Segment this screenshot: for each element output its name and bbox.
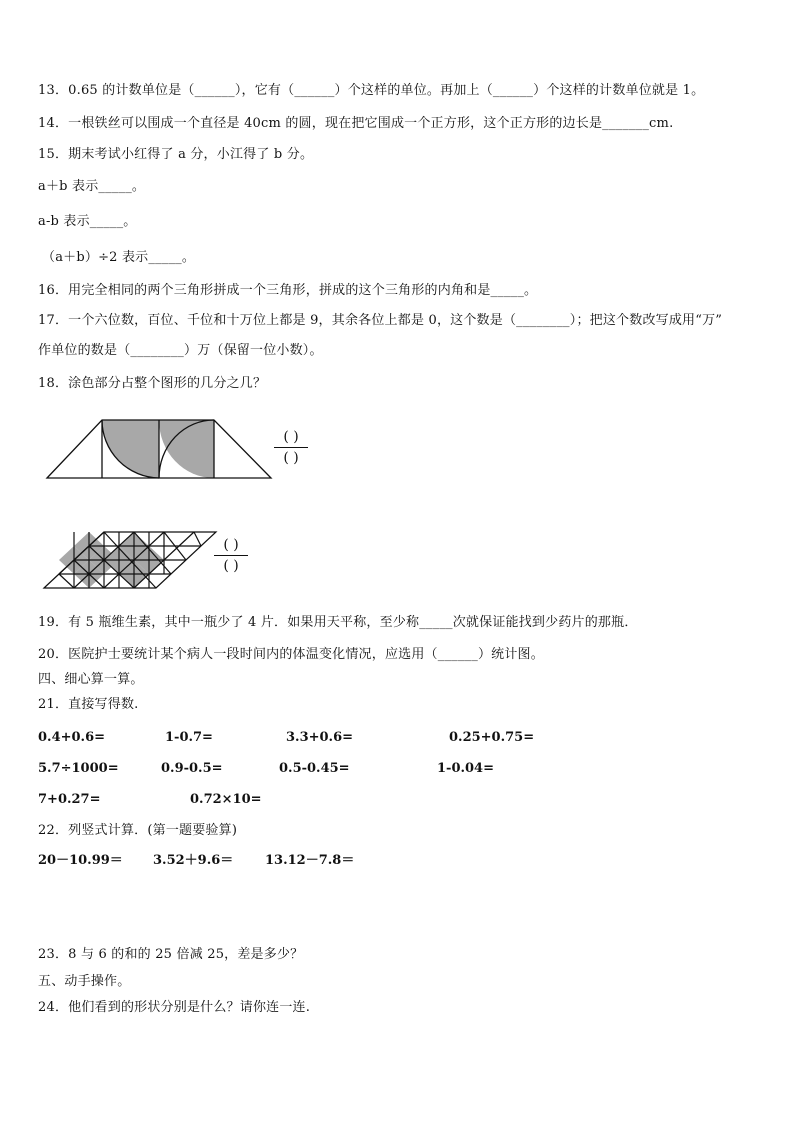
- question-18: 18．涂色部分占整个图形的几分之几？: [38, 376, 267, 391]
- question-17-line1: 17．一个六位数，百位、千位和十万位上都是 9，其余各位上都是 0，这个数是（________）；把这个数改写成用“万”: [38, 313, 723, 328]
- question-14: 14．一根铁丝可以围成一个直径是 40cm 的圆，现在把它围成一个正方形，这个正方形的边长是_______cm.: [38, 116, 674, 131]
- calc-item: 3.3+0.6=: [286, 730, 354, 745]
- vertical-calc-item: 3.52＋9.6＝: [153, 853, 234, 868]
- question-15: 15．期末考试小红得了 a 分，小江得了 b 分。: [38, 147, 314, 162]
- question-13: 13．0.65 的计数单位是（______），它有（______）个这样的单位。再加上（______）个这样的计数单位就是 1。: [38, 83, 705, 98]
- calc-item: 0.5-0.45=: [279, 761, 350, 776]
- vertical-calc-item: 13.12－7.8＝: [265, 853, 355, 868]
- parallelogram-figure: [40, 528, 220, 592]
- vertical-calc-item: 20－10.99＝: [38, 853, 123, 868]
- calc-item: 0.9-0.5=: [161, 761, 223, 776]
- denominator-blank: ( ): [223, 558, 239, 574]
- calc-item: 0.25+0.75=: [449, 730, 535, 745]
- calc-item: 7+0.27=: [38, 792, 101, 807]
- calc-item: 5.7÷1000=: [38, 761, 119, 776]
- calc-item: 0.72×10=: [190, 792, 262, 807]
- question-16: 16．用完全相同的两个三角形拼成一个三角形，拼成的这个三角形的内角和是_____。: [38, 283, 538, 298]
- question-15-part-a: a＋b 表示_____。: [38, 179, 146, 194]
- calc-item: 1-0.04=: [437, 761, 494, 776]
- section-4-heading: 四、细心算一算。: [38, 672, 144, 687]
- numerator-blank: ( ): [283, 429, 299, 445]
- shaded-region-right: [159, 420, 214, 478]
- numerator-blank: ( ): [223, 537, 239, 553]
- calc-item: 1-0.7=: [165, 730, 213, 745]
- trapezoid-figure: [44, 418, 274, 482]
- denominator-blank: ( ): [283, 450, 299, 466]
- question-24: 24．他们看到的形状分别是什么？请你连一连.: [38, 1000, 311, 1015]
- section-5-heading: 五、动手操作。: [38, 974, 131, 989]
- question-22: 22．列竖式计算．(第一题要验算): [38, 823, 238, 838]
- question-23: 23．8 与 6 的和的 25 倍减 25，差是多少？: [38, 947, 304, 962]
- question-15-part-b: a-b 表示_____。: [38, 214, 137, 229]
- question-15-part-c: （a＋b）÷2 表示_____。: [42, 250, 196, 265]
- calc-item: 0.4+0.6=: [38, 730, 106, 745]
- question-19: 19．有 5 瓶维生素，其中一瓶少了 4 片．如果用天平称，至少称_____次就保证能找到少药片的那瓶．: [38, 615, 638, 630]
- fraction-answer-1: [274, 428, 308, 467]
- question-20: 20．医院护士要统计某个病人一段时间内的体温变化情况，应选用（______）统计图。: [38, 647, 544, 662]
- question-21: 21．直接写得数.: [38, 697, 139, 712]
- question-17-line2: 作单位的数是（________）万（保留一位小数）。: [38, 343, 323, 358]
- shaded-region-left: [102, 420, 159, 478]
- fraction-answer-2: [214, 536, 248, 575]
